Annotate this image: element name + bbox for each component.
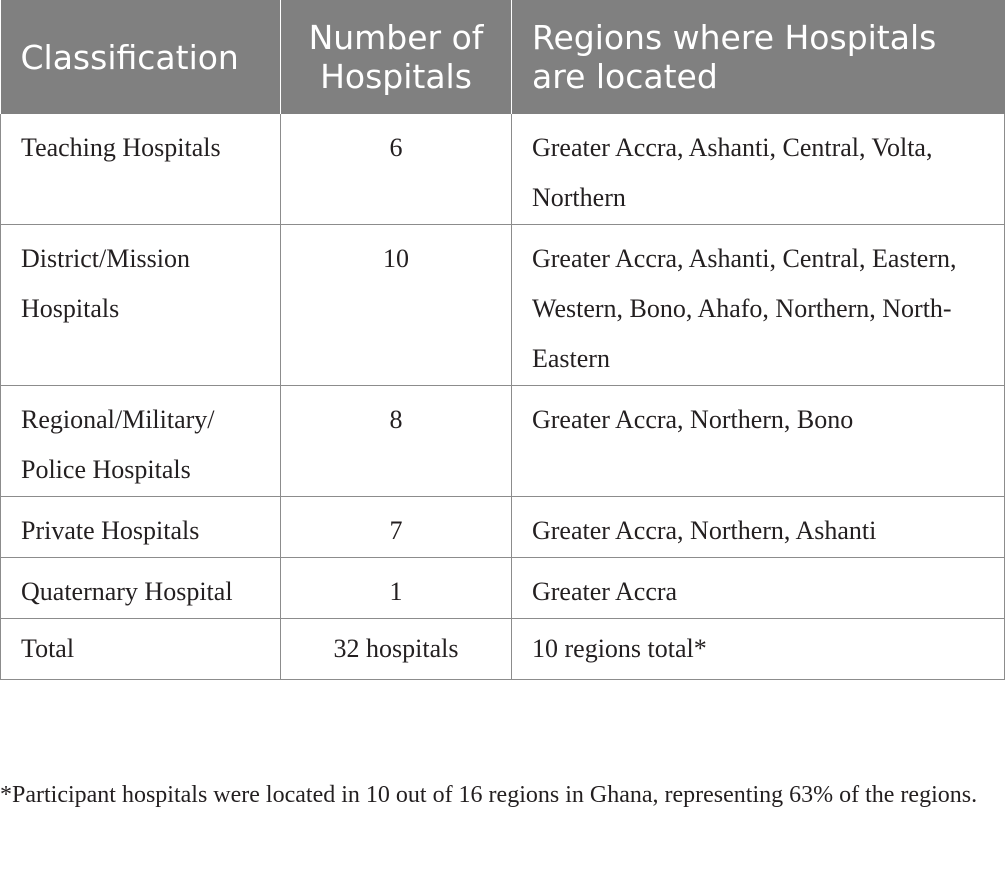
- cell-number: 8: [281, 386, 512, 497]
- cell-regions: Greater Accra, Ashanti, Central, Volta, Northern: [512, 114, 1005, 225]
- cell-regions: Greater Accra, Northern, Ashanti: [512, 497, 1005, 558]
- cell-classification: District/Mission Hospitals: [1, 225, 281, 386]
- total-label: Total: [1, 619, 281, 680]
- cell-number: 7: [281, 497, 512, 558]
- cell-number: 1: [281, 558, 512, 619]
- cell-classification: Teaching Hospitals: [1, 114, 281, 225]
- cell-classification: Private Hospitals: [1, 497, 281, 558]
- table-row: [1, 497, 1005, 558]
- cell-classification: Regional/Military/ Police Hospitals: [1, 386, 281, 497]
- header-row: [1, 0, 1005, 114]
- cell-classification: Quaternary Hospital: [1, 558, 281, 619]
- cell-regions: Greater Accra, Northern, Bono: [512, 386, 1005, 497]
- table-footnote: *Participant hospitals were located in 10 out of 16 regions in Ghana, representing 63% of the regions.: [0, 782, 978, 808]
- total-regions: 10 regions total*: [512, 619, 1005, 680]
- table-row: [1, 386, 1005, 497]
- total-number: 32 hospitals: [281, 619, 512, 680]
- cell-number: 6: [281, 114, 512, 225]
- table-body: [1, 114, 1005, 680]
- table-header: [1, 0, 1005, 114]
- table-row: [1, 225, 1005, 386]
- table-row: [1, 114, 1005, 225]
- header-classification: Classification: [1, 0, 281, 114]
- total-row: [1, 619, 1005, 680]
- header-number-of-hospitals: Number of Hospitals: [281, 0, 512, 114]
- cell-regions: Greater Accra, Ashanti, Central, Eastern, Western, Bono, Ahafo, Northern, North-Eastern: [512, 225, 1005, 386]
- header-regions: Regions where Hospitals are located: [512, 0, 1005, 114]
- table-row: [1, 558, 1005, 619]
- cell-number: 10: [281, 225, 512, 386]
- cell-regions: Greater Accra: [512, 558, 1005, 619]
